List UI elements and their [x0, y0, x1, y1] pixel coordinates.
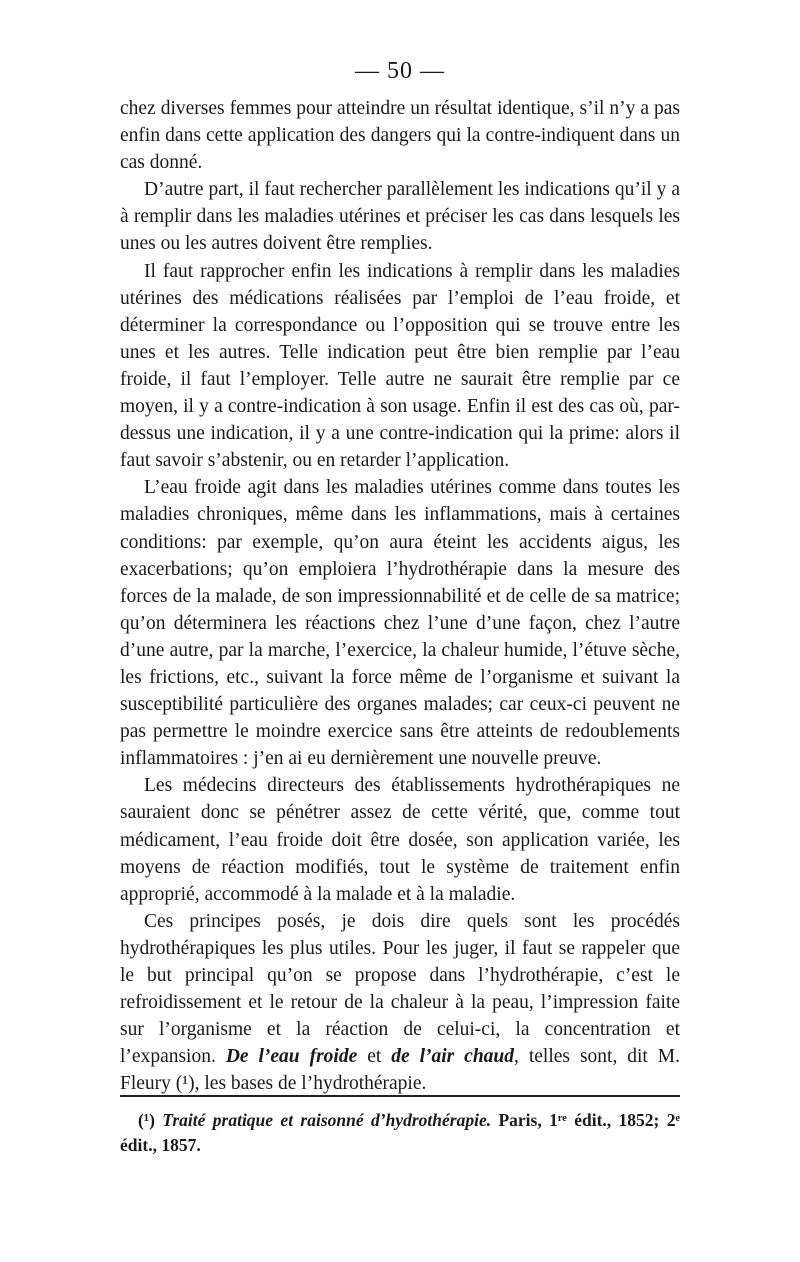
emphasis-air-chaud: de l’air chaud [391, 1046, 515, 1068]
emphasis-eau-froide: De l’eau froide [225, 1046, 358, 1068]
body-text [120, 95, 680, 1097]
footnote-divider [120, 1095, 680, 1097]
paragraph-4: L’eau froide agit dans les maladies utérines comme dans toutes les maladies chroniques, même dans les inflammations, mais à certaines conditions: par exemple, qu’on aura éteint les accidents aigus, les exacerbations; qu’on emploiera l’hydrothérapie dans la mesure des forces de la malade, de son impressionnabilité et de celle de sa matrice; qu’on déterminera les réactions chez l’une d’une façon, chez l’autre d’une autre, par la marche, l’exercice, la chaleur humide, l’étuve sèche, les frictions, etc., suivant la force même de l’organisme et suivant la susceptibilité particulière des organes malades; car ceux-ci peuvent ne pas permettre le moindre exercice sans être atteints de redoublements inflammatoires : j’en ai eu dernièrement une nouvelle preuve. [120, 477, 680, 770]
footnote-marker: (¹) [138, 1110, 155, 1130]
paragraph-5: Les médecins directeurs des établissements hydrothérapiques ne sauraient donc se pénétrer assez de cette vérité, que, comme tout médicament, l’eau froide doit être dosée, son application variée, les moyens de réaction modifiés, tout le système de traitement enfin approprié, accommodé à la malade et à la maladie. [120, 775, 680, 905]
paragraph-6 [120, 908, 680, 1098]
footnote-publication: Paris, 1ʳᵉ édit., 1852; 2ᵉ édit., 1857. [120, 1110, 681, 1155]
footnote-title: Traité pratique et raisonné d’hydrothérapie. [162, 1110, 492, 1130]
footnote [120, 1108, 680, 1158]
connector-text: et [357, 1046, 392, 1068]
paragraph-6-text: Ces principes posés, je dois dire quels sont les procédés hydrothérapiques les plus utiles. Pour les juger, il faut se rappeler que le but principal qu’on se propose dans l’hydrothérapie, c’est le refroidissement et le retour de la chaleur à la peau, l’impression faite sur l’organisme et la réaction de celui-ci, la concentration et l’expansion. [120, 910, 680, 1068]
paragraph-2: D’autre part, il faut rechercher parallèlement les indications qu’il y a à remplir dans les maladies utérines et préciser les cas dans lesquels les unes ou les autres doivent être remplies. [120, 179, 680, 255]
closing-text: , telles sont, dit M. Fleury (¹), les bases de l’hydrothérapie. [120, 1046, 681, 1095]
paragraph-1: chez diverses femmes pour atteindre un résultat identique, s’il n’y a pas enfin dans cette application des dangers qui la contre-indiquent dans un cas donné. [120, 98, 680, 174]
paragraph-3: Il faut rapprocher enfin les indications à remplir dans les maladies utérines des médications réalisées par l’emploi de l’eau froide, et déterminer la correspondance ou l’opposition qui se trouve entre les unes et les autres. Telle indication peut être bien remplie par l’eau froide, il faut l’employer. Telle autre ne saurait être remplie par ce moyen, il y a contre-indication à son usage. Enfin il est des cas où, par-dessus une indication, il y a une contre-indication qui la prime: alors il faut savoir s’abstenir, ou en retarder l’application. [120, 260, 680, 472]
page-number: — 50 — [355, 58, 445, 84]
